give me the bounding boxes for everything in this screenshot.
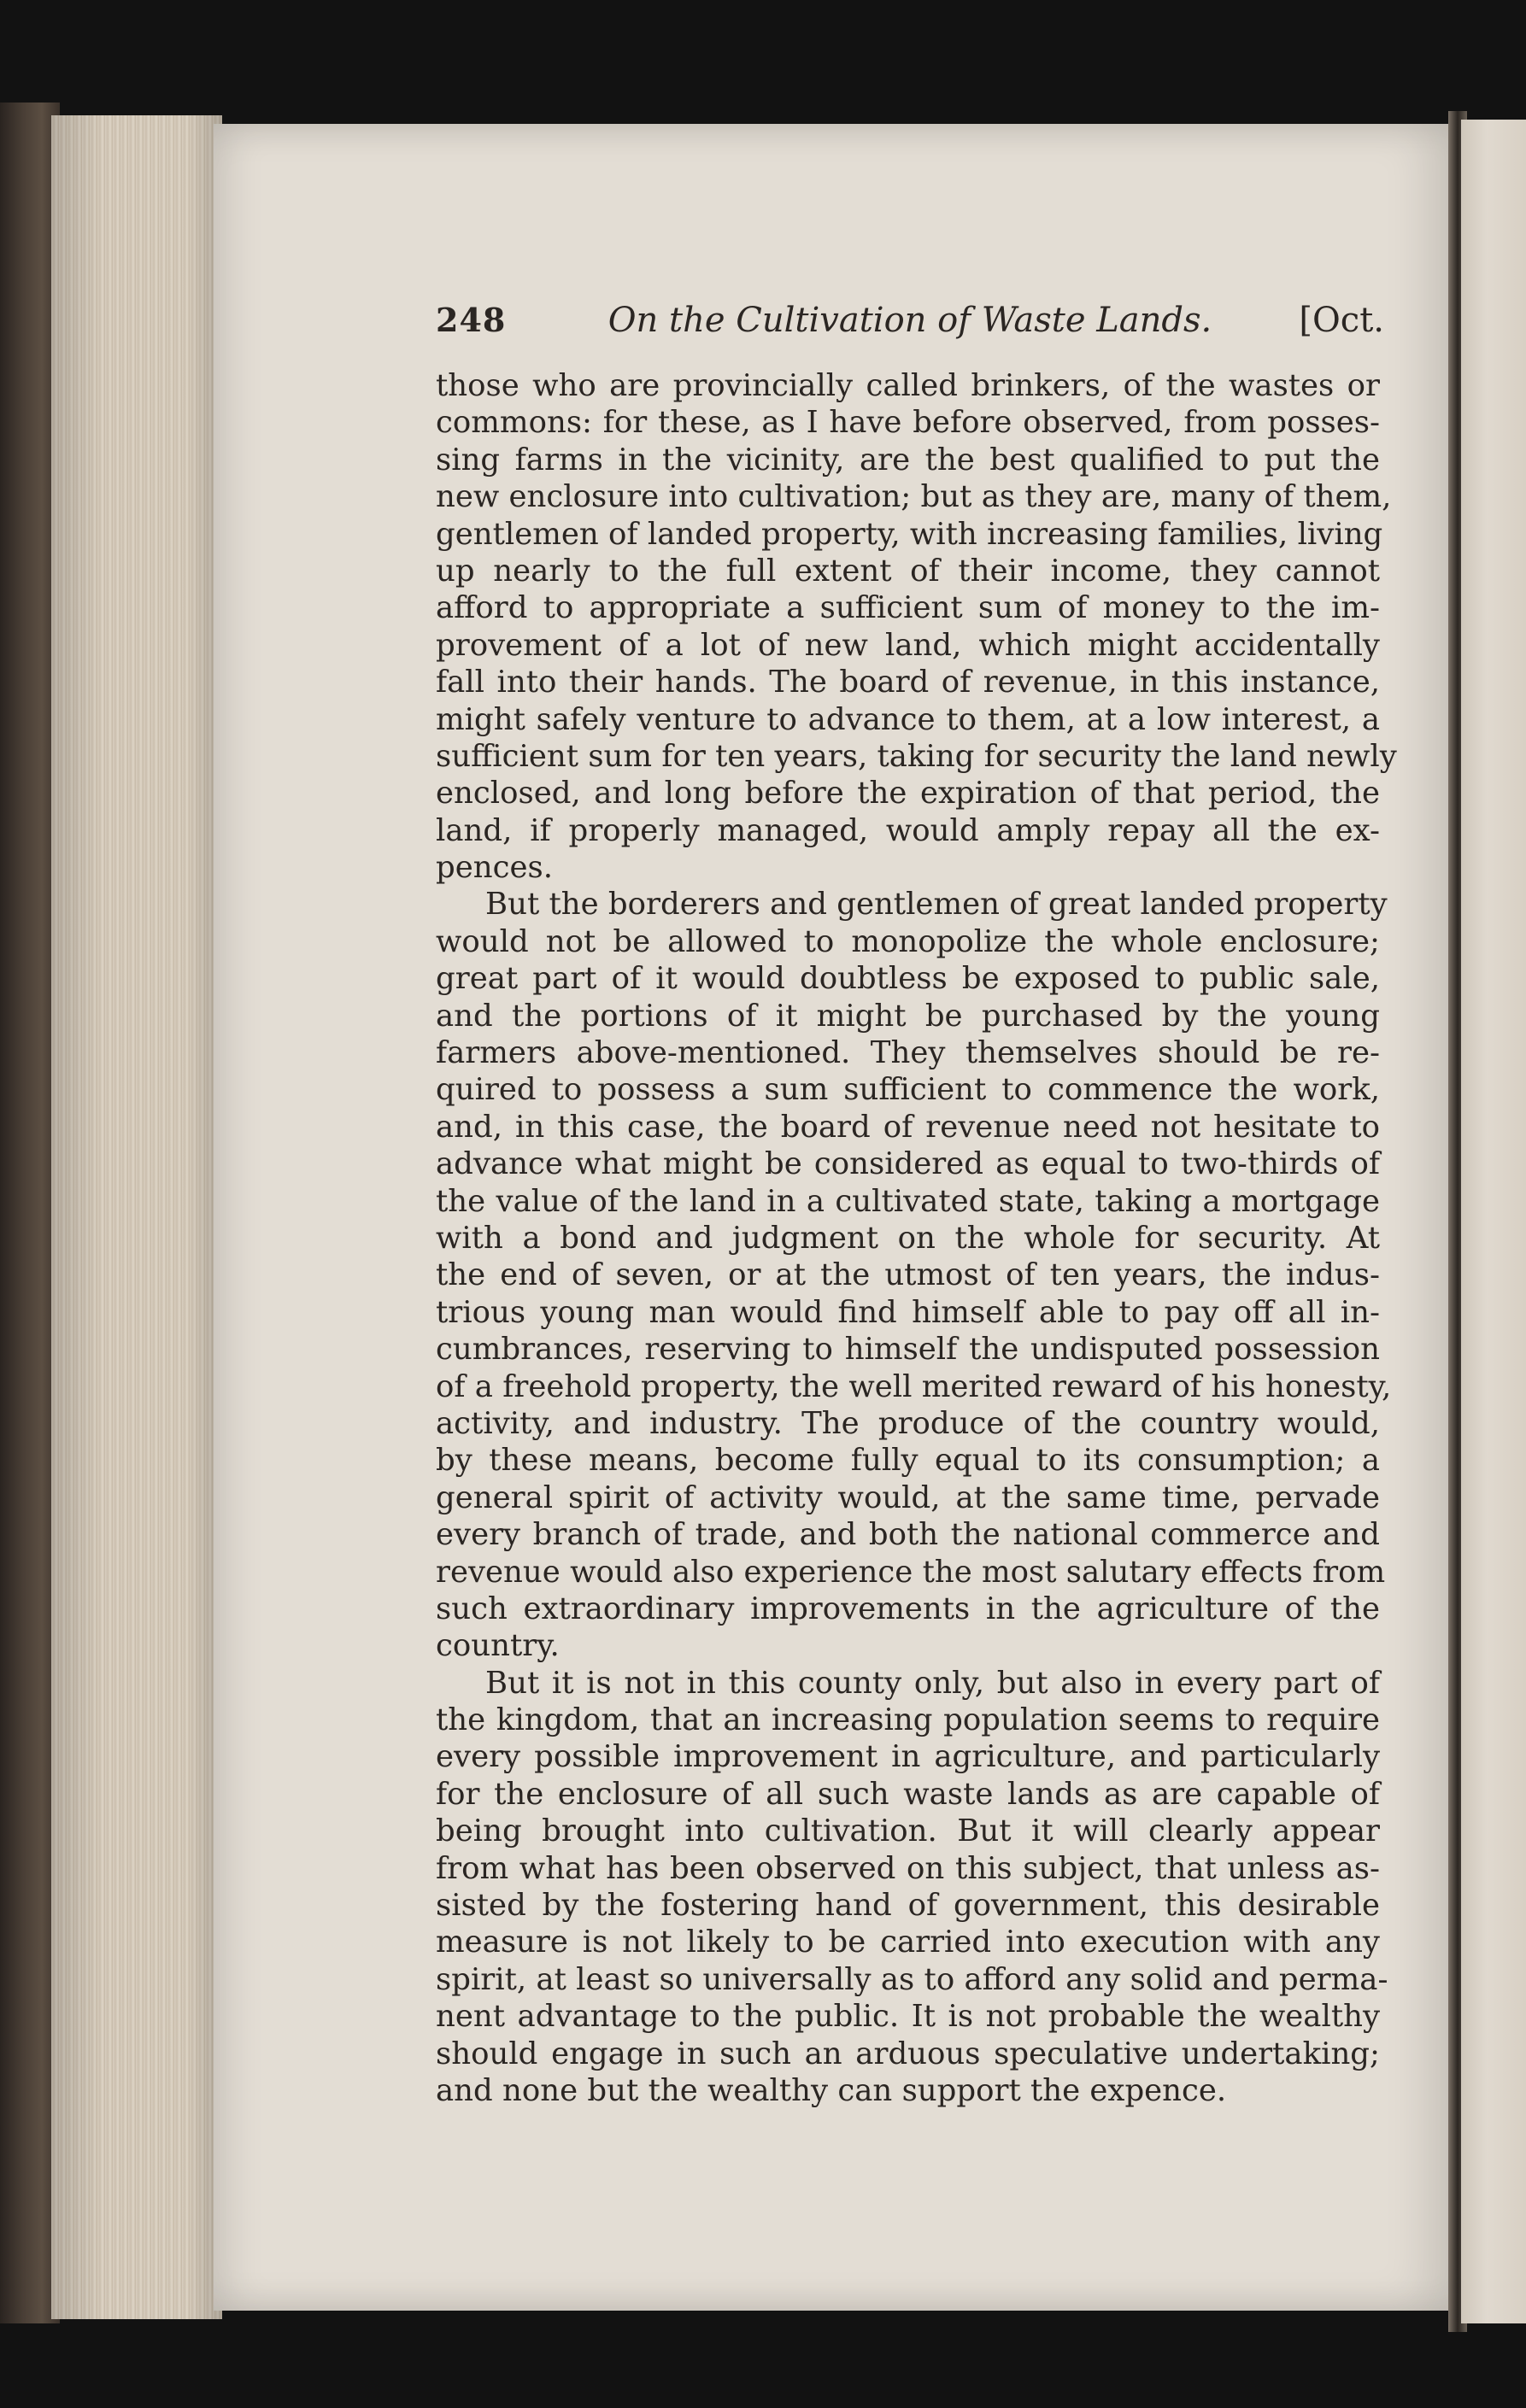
text-line: But the borderers and gentlemen of great landed property <box>485 887 1388 923</box>
text-line: general spirit of activity would, at the same time, pervade <box>436 1479 1380 1515</box>
text-line: sisted by the fostering hand of government, this desirable <box>436 1888 1380 1924</box>
text-line: great part of it would doubtless be exposed to public sale, <box>436 961 1380 997</box>
text-line: and none but the wealthy can support the expence. <box>436 2072 1227 2108</box>
text-line: quired to possess a sum sufficient to commence the work, <box>436 1072 1380 1108</box>
text-line: by these means, become fully equal to its consumption; a <box>436 1443 1380 1479</box>
text-line: enclosed, and long before the expiration of that period, the <box>436 776 1380 811</box>
text-line: those who are provincially called brinkers, of the wastes or <box>436 368 1380 403</box>
text-line: the kingdom, that an increasing population seems to require <box>436 1702 1380 1738</box>
text-line: sufficient sum for ten years, taking for security the land newly <box>436 738 1397 774</box>
text-line: country. <box>436 1628 560 1664</box>
running-month: [Oct. <box>1299 301 1384 340</box>
text-line: might safely venture to advance to them, at a low interest, a <box>436 701 1380 737</box>
text-line: pences. <box>436 850 553 886</box>
text-line: should engage in such an arduous speculative undertaking; <box>436 2036 1380 2071</box>
text-line: But it is not in this county only, but also in every part of <box>485 1665 1380 1701</box>
text-line: spirit, at least so universally as to afford any solid and perma- <box>436 1961 1388 1997</box>
text-line: would not be allowed to monopolize the whole enclosure; <box>436 923 1380 959</box>
text-line: being brought into cultivation. But it will clearly appear <box>436 1813 1380 1849</box>
text-line: revenue would also experience the most salutary effects from <box>436 1554 1386 1590</box>
page-edges <box>51 115 222 2319</box>
text-line: every branch of trade, and both the national commerce and <box>436 1517 1380 1553</box>
text-line: and the portions of it might be purchased by the young <box>436 998 1380 1034</box>
text-line: activity, and industry. The produce of the country would, <box>436 1405 1380 1441</box>
text-line: afford to appropriate a sufficient sum of money to the im- <box>436 590 1380 626</box>
text-line: the value of the land in a cultivated state, taking a mortgage <box>436 1183 1380 1219</box>
text-line: provement of a lot of new land, which might accidentally <box>436 627 1380 663</box>
text-line: every possible improvement in agriculture, and particularly <box>436 1739 1380 1775</box>
text-line: for the enclosure of all such waste lands as are capable of <box>436 1776 1380 1812</box>
text-line: the end of seven, or at the utmost of ten years, the indus- <box>436 1257 1380 1293</box>
text-line: sing farms in the vicinity, are the best qualified to put the <box>436 442 1380 477</box>
text-line: land, if properly managed, would amply repay all the ex- <box>436 812 1380 848</box>
page-number: 248 <box>436 301 507 339</box>
text-line: from what has been observed on this subject, that unless as- <box>436 1850 1380 1886</box>
text-line: nent advantage to the public. It is not probable the wealthy <box>436 1999 1380 2035</box>
running-head <box>436 301 1384 349</box>
text-line: such extraordinary improvements in the agriculture of the <box>436 1591 1380 1626</box>
facing-page-edge <box>1461 120 1526 2323</box>
text-line: trious young man would find himself able to pay off all in- <box>436 1294 1380 1330</box>
text-line: with a bond and judgment on the whole for security. At <box>436 1220 1380 1256</box>
text-line: new enclosure into cultivation; but as they are, many of them, <box>436 479 1392 515</box>
text-line: farmers above-mentioned. They themselves should be re- <box>436 1035 1380 1071</box>
running-title: On the Cultivation of Waste Lands. <box>607 301 1212 340</box>
text-line: up nearly to the full extent of their income, they cannot <box>436 553 1380 589</box>
body-text <box>436 367 1397 2109</box>
text-line: of a freehold property, the well merited reward of his honesty, <box>436 1368 1392 1404</box>
text-line: commons: for these, as I have before observed, from posses- <box>436 405 1380 441</box>
text-line: gentlemen of landed property, with increasing families, living <box>436 516 1383 552</box>
text-line: and, in this case, the board of revenue need not hesitate to <box>436 1109 1380 1145</box>
text-line: cumbrances, reserving to himself the undisputed possession <box>436 1332 1380 1368</box>
text-line: advance what might be considered as equal to two-thirds of <box>436 1146 1380 1182</box>
text-line: fall into their hands. The board of revenue, in this instance, <box>436 665 1380 700</box>
text-line: measure is not likely to be carried into execution with any <box>436 1925 1380 1960</box>
